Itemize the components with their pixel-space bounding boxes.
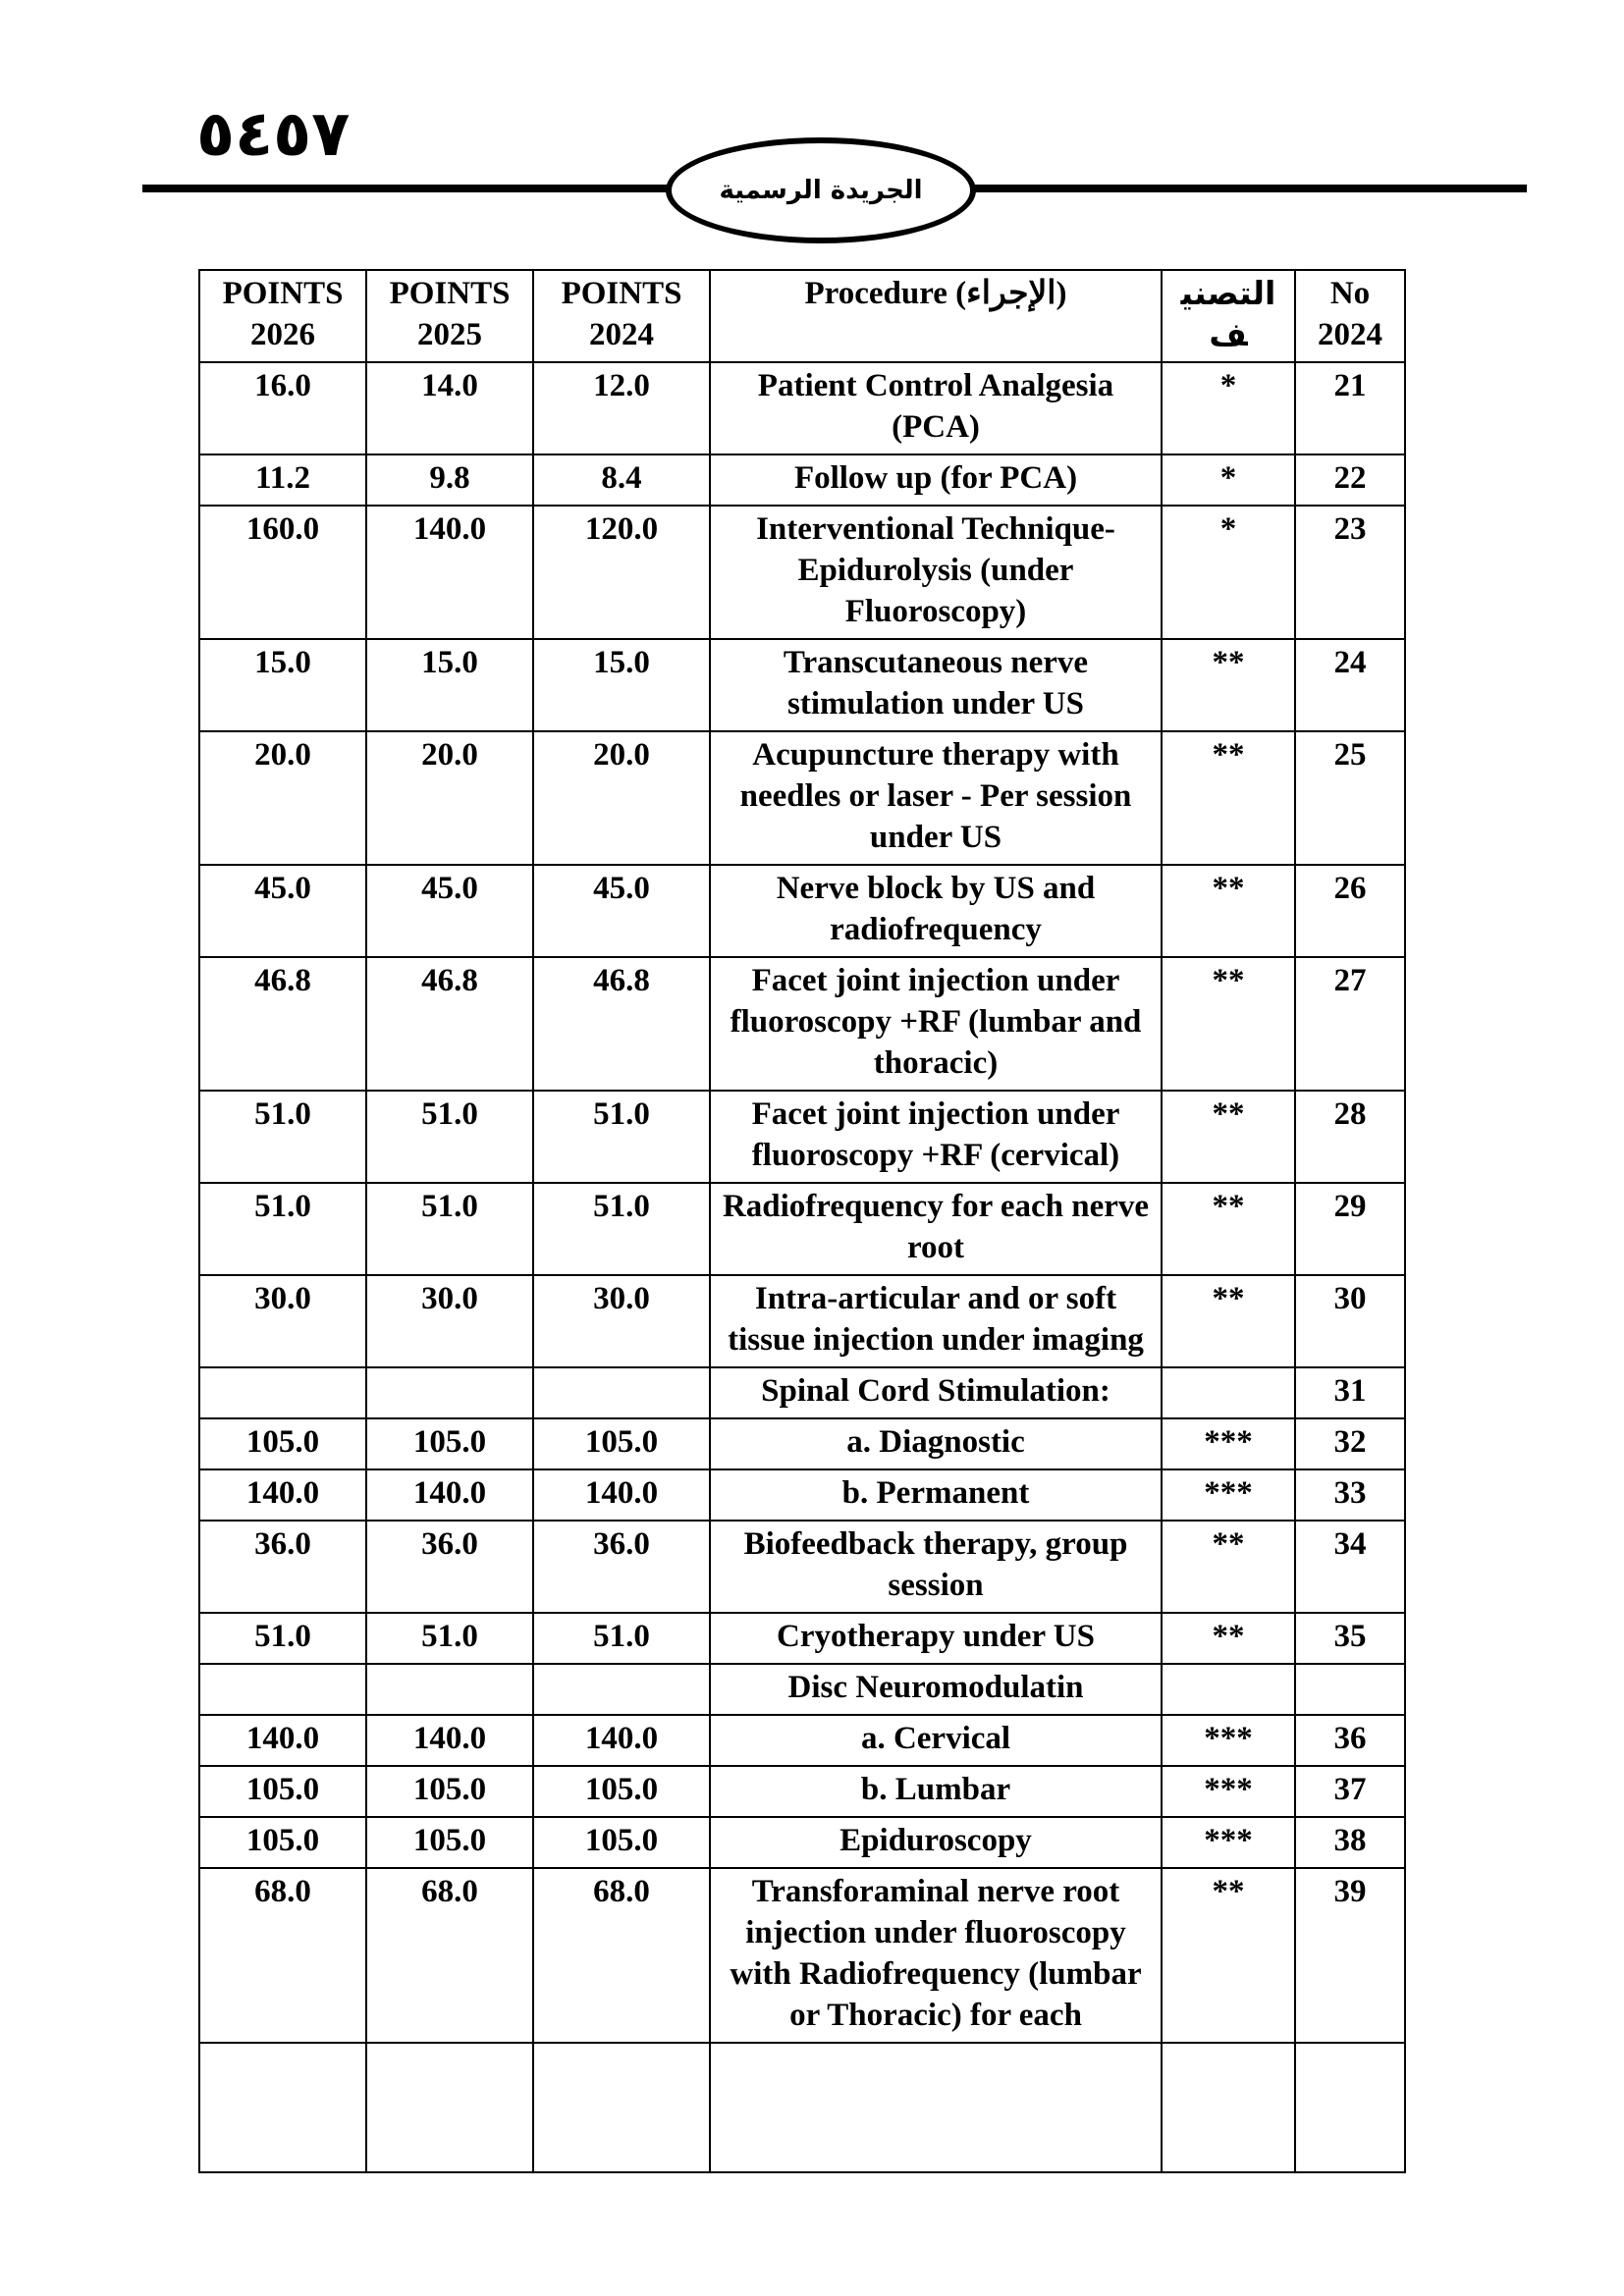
cell-no: 26 [1295, 865, 1405, 957]
cell-points-2024: 15.0 [533, 639, 710, 731]
cell-procedure: Transcutaneous nerve stimulation under US [710, 639, 1162, 731]
cell-procedure: Epiduroscopy [710, 1817, 1162, 1868]
cell-points-2024: 51.0 [533, 1091, 710, 1183]
cell-points-2024: 46.8 [533, 957, 710, 1091]
cell-points-2026: 140.0 [199, 1469, 366, 1521]
table-row [199, 1367, 1405, 1418]
cell-points-2024: 105.0 [533, 1418, 710, 1469]
cell-points-2026: 11.2 [199, 454, 366, 506]
page-number: ٥٤٥٧ [196, 98, 351, 171]
cell-classification: ** [1162, 1613, 1295, 1664]
procedure-points-table [198, 269, 1406, 2173]
cell-classification: * [1162, 362, 1295, 454]
cell-blank [533, 2043, 710, 2172]
table-row [199, 362, 1405, 454]
cell-blank [710, 2043, 1162, 2172]
cell-points-2026 [199, 1367, 366, 1418]
cell-procedure: Spinal Cord Stimulation: [710, 1367, 1162, 1418]
cell-classification: ** [1162, 957, 1295, 1091]
cell-points-2026: 20.0 [199, 731, 366, 865]
table-row [199, 1715, 1405, 1766]
cell-no: 25 [1295, 731, 1405, 865]
table-row [199, 1817, 1405, 1868]
cell-procedure: a. Diagnostic [710, 1418, 1162, 1469]
cell-procedure: Cryotherapy under US [710, 1613, 1162, 1664]
cell-no: 28 [1295, 1091, 1405, 1183]
cell-points-2026: 30.0 [199, 1275, 366, 1367]
cell-no [1295, 1664, 1405, 1715]
table-row [199, 1664, 1405, 1715]
header-points-2026: POINTS 2026 [199, 270, 366, 362]
table-row [199, 957, 1405, 1091]
cell-classification [1162, 1664, 1295, 1715]
table-row [199, 639, 1405, 731]
cell-points-2026: 45.0 [199, 865, 366, 957]
header-procedure: Procedure (الإجراء) [710, 270, 1162, 362]
table-row [199, 1418, 1405, 1469]
cell-procedure: Interventional Technique- Epidurolysis (under Fluoroscopy) [710, 506, 1162, 639]
cell-points-2024 [533, 1367, 710, 1418]
cell-procedure: Facet joint injection under fluoroscopy +RF (cervical) [710, 1091, 1162, 1183]
cell-points-2025: 20.0 [366, 731, 533, 865]
table-row [199, 1613, 1405, 1664]
cell-procedure: b. Permanent [710, 1469, 1162, 1521]
cell-points-2025: 30.0 [366, 1275, 533, 1367]
cell-classification [1162, 1367, 1295, 1418]
cell-points-2025: 36.0 [366, 1521, 533, 1613]
cell-no: 31 [1295, 1367, 1405, 1418]
cell-points-2025: 105.0 [366, 1817, 533, 1868]
gazette-title: الجريدة الرسمية [719, 176, 923, 205]
cell-points-2026: 46.8 [199, 957, 366, 1091]
cell-points-2026 [199, 1664, 366, 1715]
table-row [199, 1766, 1405, 1817]
table-header-row [199, 270, 1405, 362]
cell-procedure: Disc Neuromodulatin [710, 1664, 1162, 1715]
cell-procedure: Radiofrequency for each nerve root [710, 1183, 1162, 1275]
cell-points-2026: 36.0 [199, 1521, 366, 1613]
cell-points-2025 [366, 1367, 533, 1418]
header-no: No 2024 [1295, 270, 1405, 362]
cell-points-2026: 15.0 [199, 639, 366, 731]
cell-points-2025: 105.0 [366, 1418, 533, 1469]
cell-no: 32 [1295, 1418, 1405, 1469]
cell-classification: *** [1162, 1817, 1295, 1868]
cell-classification: ** [1162, 1521, 1295, 1613]
cell-points-2026: 105.0 [199, 1418, 366, 1469]
cell-points-2025: 51.0 [366, 1091, 533, 1183]
cell-no: 33 [1295, 1469, 1405, 1521]
cell-no: 24 [1295, 639, 1405, 731]
cell-blank [1162, 2043, 1295, 2172]
cell-points-2025: 9.8 [366, 454, 533, 506]
cell-no: 39 [1295, 1868, 1405, 2043]
cell-points-2025: 140.0 [366, 506, 533, 639]
cell-no: 22 [1295, 454, 1405, 506]
cell-procedure: b. Lumbar [710, 1766, 1162, 1817]
cell-points-2025: 105.0 [366, 1766, 533, 1817]
cell-blank [1295, 2043, 1405, 2172]
cell-points-2024: 140.0 [533, 1715, 710, 1766]
cell-procedure: Biofeedback therapy, group session [710, 1521, 1162, 1613]
cell-points-2025: 14.0 [366, 362, 533, 454]
cell-points-2024: 20.0 [533, 731, 710, 865]
table-row [199, 1275, 1405, 1367]
cell-procedure: Patient Control Analgesia (PCA) [710, 362, 1162, 454]
cell-classification: *** [1162, 1715, 1295, 1766]
cell-no: 35 [1295, 1613, 1405, 1664]
cell-points-2026: 105.0 [199, 1817, 366, 1868]
cell-procedure: Transforaminal nerve root injection under fluoroscopy with Radiofrequency (lumbar or Thoracic) for each [710, 1868, 1162, 2043]
header-classification: التصنيف [1162, 270, 1295, 362]
cell-points-2024: 105.0 [533, 1817, 710, 1868]
cell-points-2024: 140.0 [533, 1469, 710, 1521]
cell-points-2025 [366, 1664, 533, 1715]
cell-points-2025: 51.0 [366, 1613, 533, 1664]
cell-no: 36 [1295, 1715, 1405, 1766]
cell-no: 29 [1295, 1183, 1405, 1275]
cell-points-2024: 51.0 [533, 1183, 710, 1275]
cell-points-2024: 12.0 [533, 362, 710, 454]
cell-classification: ** [1162, 865, 1295, 957]
cell-classification: ** [1162, 1275, 1295, 1367]
table-row [199, 1521, 1405, 1613]
table-row [199, 506, 1405, 639]
cell-no: 30 [1295, 1275, 1405, 1367]
cell-points-2026: 51.0 [199, 1183, 366, 1275]
table-row [199, 865, 1405, 957]
cell-classification: ** [1162, 639, 1295, 731]
cell-classification: *** [1162, 1766, 1295, 1817]
cell-points-2024: 120.0 [533, 506, 710, 639]
table-row [199, 1469, 1405, 1521]
cell-no: 21 [1295, 362, 1405, 454]
cell-procedure: Nerve block by US and radiofrequency [710, 865, 1162, 957]
cell-classification: * [1162, 506, 1295, 639]
table-row-blank [199, 2043, 1405, 2172]
cell-points-2025: 140.0 [366, 1469, 533, 1521]
cell-procedure: a. Cervical [710, 1715, 1162, 1766]
cell-points-2024: 30.0 [533, 1275, 710, 1367]
cell-points-2024: 45.0 [533, 865, 710, 957]
cell-classification: ** [1162, 1183, 1295, 1275]
cell-points-2024: 51.0 [533, 1613, 710, 1664]
cell-blank [199, 2043, 366, 2172]
cell-classification: ** [1162, 1868, 1295, 2043]
table-row [199, 454, 1405, 506]
cell-points-2025: 140.0 [366, 1715, 533, 1766]
cell-no: 34 [1295, 1521, 1405, 1613]
cell-procedure: Intra-articular and or soft tissue injection under imaging [710, 1275, 1162, 1367]
cell-points-2025: 51.0 [366, 1183, 533, 1275]
cell-points-2026: 160.0 [199, 506, 366, 639]
cell-points-2024 [533, 1664, 710, 1715]
cell-classification: ** [1162, 731, 1295, 865]
cell-points-2025: 15.0 [366, 639, 533, 731]
cell-no: 38 [1295, 1817, 1405, 1868]
table-row [199, 731, 1405, 865]
cell-no: 37 [1295, 1766, 1405, 1817]
header-points-2025: POINTS 2025 [366, 270, 533, 362]
cell-points-2026: 140.0 [199, 1715, 366, 1766]
cell-classification: ** [1162, 1091, 1295, 1183]
cell-classification: * [1162, 454, 1295, 506]
table-row [199, 1091, 1405, 1183]
cell-points-2024: 8.4 [533, 454, 710, 506]
gazette-title-oval [666, 137, 976, 243]
cell-points-2024: 68.0 [533, 1868, 710, 2043]
cell-points-2026: 51.0 [199, 1091, 366, 1183]
cell-procedure: Acupuncture therapy with needles or laser - Per session under US [710, 731, 1162, 865]
cell-classification: *** [1162, 1469, 1295, 1521]
cell-points-2025: 68.0 [366, 1868, 533, 2043]
cell-points-2026: 68.0 [199, 1868, 366, 2043]
cell-no: 23 [1295, 506, 1405, 639]
cell-classification: *** [1162, 1418, 1295, 1469]
cell-blank [366, 2043, 533, 2172]
table-row [199, 1868, 1405, 2043]
header-points-2024: POINTS 2024 [533, 270, 710, 362]
table-row [199, 1183, 1405, 1275]
cell-no: 27 [1295, 957, 1405, 1091]
cell-points-2025: 45.0 [366, 865, 533, 957]
cell-points-2026: 16.0 [199, 362, 366, 454]
cell-points-2025: 46.8 [366, 957, 533, 1091]
cell-procedure: Follow up (for PCA) [710, 454, 1162, 506]
cell-points-2026: 105.0 [199, 1766, 366, 1817]
cell-points-2024: 105.0 [533, 1766, 710, 1817]
cell-procedure: Facet joint injection under fluoroscopy +RF (lumbar and thoracic) [710, 957, 1162, 1091]
cell-points-2024: 36.0 [533, 1521, 710, 1613]
cell-points-2026: 51.0 [199, 1613, 366, 1664]
